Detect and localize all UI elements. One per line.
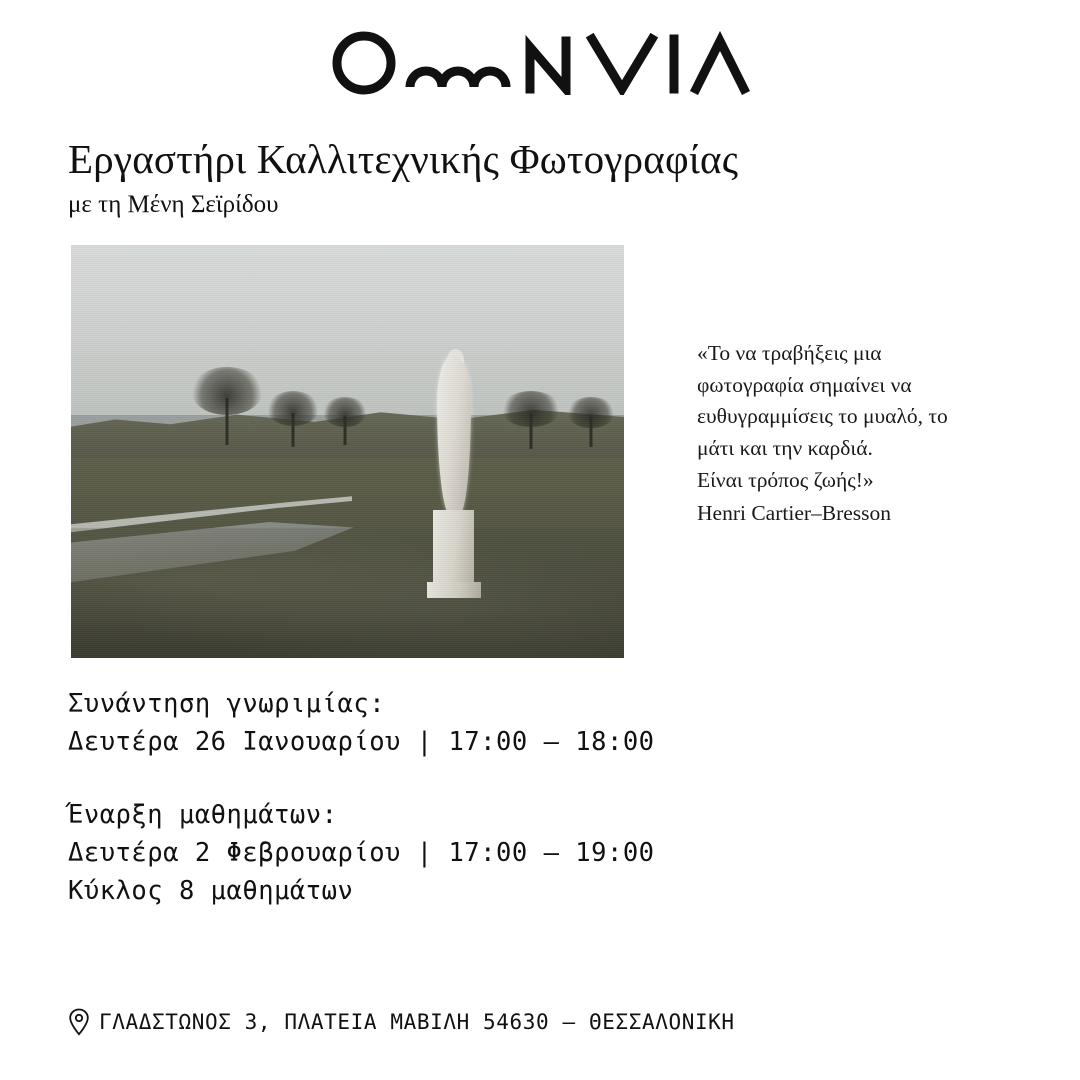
- cycle-info: Κύκλος 8 μαθημάτων: [68, 876, 354, 907]
- photo-tree: [501, 391, 561, 449]
- photo-statue: [423, 355, 485, 610]
- statue-base: [427, 582, 481, 598]
- schedule-spacer: [68, 762, 1080, 796]
- photo-tree: [567, 397, 615, 447]
- start-value: Δευτέρα 2 Φεβρουαρίου | 17:00 – 19:00: [68, 837, 655, 868]
- meeting-value: Δευτέρα 26 Ιανουαρίου | 17:00 – 18:00: [68, 727, 655, 758]
- meeting-label: Συνάντηση γνωριμίας:: [68, 689, 386, 720]
- start-label: Έναρξη μαθημάτων:: [68, 799, 338, 830]
- address-text: ΓΛΑΔΣΤΩΝΟΣ 3, ΠΛΑΤΕΙΑ ΜΑΒΙΛΗ 54630 – ΘΕΣΣΑΛΟΝΙΚΗ: [99, 1010, 735, 1034]
- omnia-logo: [330, 31, 750, 95]
- quote-text-second-line: Είναι τρόπος ζωής!»: [697, 468, 874, 493]
- photo-tree: [267, 391, 319, 447]
- photo-foreground: [71, 528, 624, 658]
- logo-header: [0, 0, 1080, 90]
- quote-text: «Το να τραβήξεις μια φωτογραφία σημαίνει να ευθυγραμμίσεις το μυαλό, το μάτι και την καρδιά.: [697, 341, 948, 460]
- photo-sky: [71, 245, 624, 415]
- quote-block: [697, 338, 965, 530]
- location-pin-icon: [68, 1008, 90, 1036]
- address-block: [68, 1008, 735, 1036]
- page-title: Εργαστήρι Καλλιτεχνικής Φωτογραφίας: [68, 136, 739, 182]
- photo-tree: [323, 397, 367, 445]
- quote-author: Henri Cartier–Bresson: [697, 501, 892, 526]
- content-row: [0, 245, 1080, 658]
- statue-plinth: [433, 510, 474, 584]
- page-subtitle: με τη Μένη Σεϊρίδου: [68, 191, 279, 219]
- workshop-photo: [71, 245, 624, 658]
- schedule-block: [0, 685, 1080, 910]
- photo-tree: [191, 367, 263, 445]
- statue-body: [437, 355, 471, 515]
- title-block: [0, 90, 1080, 220]
